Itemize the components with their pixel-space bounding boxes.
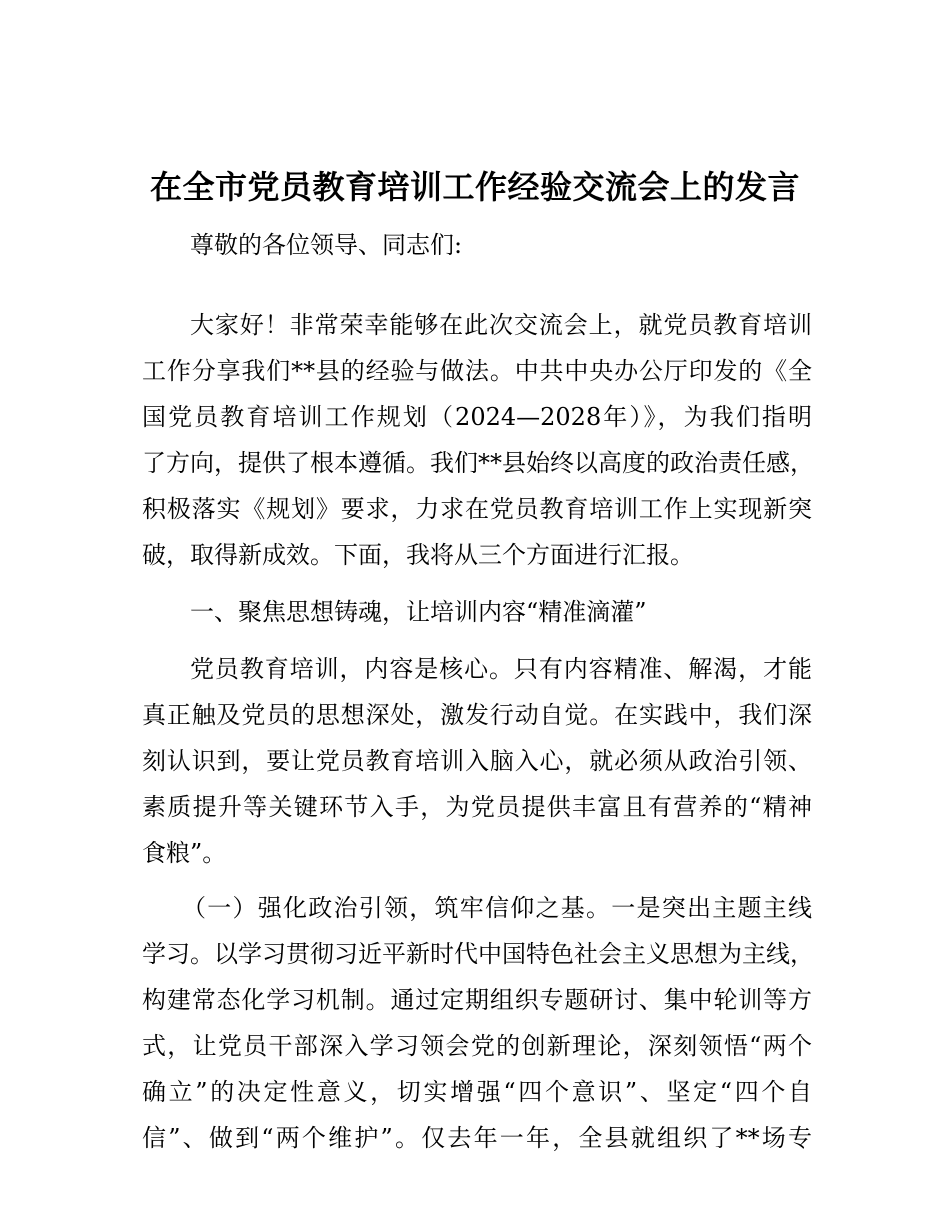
paragraph-3-line-4: 式，让党员干部深入学习领会党的创新理论，深刻领悟“两个 [142, 1032, 812, 1060]
paragraph-2-line-5: 食粮”。 [142, 839, 227, 867]
paragraph-2-line-3: 刻认识到，要让党员教育培训入脑入心，就必须从政治引领、 [142, 747, 812, 775]
paragraph-3-line-2: 学习。以学习贯彻习近平新时代中国特色社会主义思想为主线， [142, 940, 814, 968]
paragraph-3-line-6: 信”、做到“两个维护”。仅去年一年，全县就组织了**场专 [142, 1124, 812, 1152]
document-title: 在全市党员教育培训工作经验交流会上的发言 [149, 168, 800, 206]
paragraph-1-line-1: 大家好！非常荣幸能够在此次交流会上，就党员教育培训 [190, 311, 812, 339]
paragraph-2-line-2: 真正触及党员的思想深处，激发行动自觉。在实践中，我们深 [142, 701, 812, 729]
paragraph-3-line-1: （一）强化政治引领，筑牢信仰之基。一是突出主题主线 [182, 894, 812, 922]
paragraph-2-line-1: 党员教育培训，内容是核心。只有内容精准、解渴，才能 [190, 655, 812, 683]
section-heading-1: 一、聚焦思想铸魂，让培训内容“精准滴灌” [190, 598, 647, 626]
paragraph-1-line-3: 国党员教育培训工作规划（2024—2028年）》，为我们指明 [142, 403, 812, 431]
salutation: 尊敬的各位领导、同志们: [190, 231, 463, 259]
paragraph-1-line-5: 积极落实《规划》要求，力求在党员教育培训工作上实现新突 [142, 495, 812, 523]
paragraph-1-line-2: 工作分享我们**县的经验与做法。中共中央办公厅印发的《全 [142, 357, 812, 385]
paragraph-1-line-4: 了方向，提供了根本遵循。我们**县始终以高度的政治责任感， [142, 449, 814, 477]
paragraph-2-line-4: 素质提升等关键环节入手，为党员提供丰富且有营养的“精神 [142, 793, 812, 821]
paragraph-3-line-5: 确立”的决定性意义，切实增强“四个意识”、坚定“四个自 [142, 1078, 812, 1106]
paragraph-3-line-3: 构建常态化学习机制。通过定期组织专题研讨、集中轮训等方 [142, 986, 812, 1014]
paragraph-1-line-6: 破，取得新成效。下面，我将从三个方面进行汇报。 [142, 541, 694, 569]
